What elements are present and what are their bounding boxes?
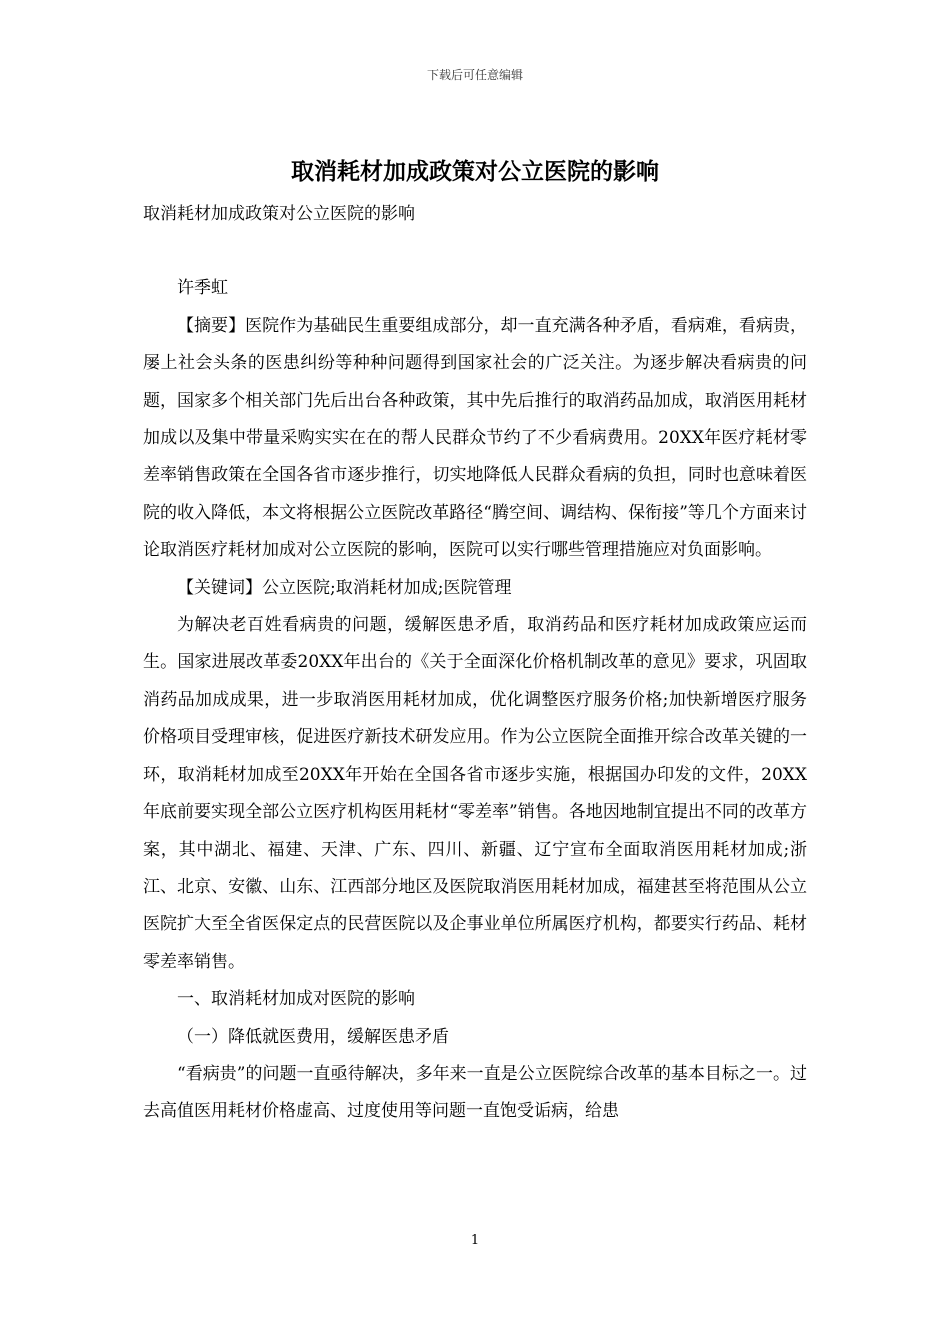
page-title: 取消耗材加成政策对公立医院的影响 <box>291 158 659 185</box>
subsection-heading: （一）降低就医费用，缓解医患矛盾 <box>177 1026 449 1047</box>
header-note: 下载后可任意编辑 <box>426 68 523 82</box>
author-name: 许季虹 <box>177 278 228 299</box>
document-body <box>143 196 807 1131</box>
section-heading: 一、取消耗材加成对医院的影响 <box>177 989 415 1010</box>
abstract-paragraph: 【摘要】医院作为基础民生重要组成部分，却一直充满各种矛盾，看病难，看病贵，屡上社会头条的医患纠纷等种种问题得到国家社会的广泛关注。为逐步解决看病贵的问题，国家多个相关部门先后出台各种政策，其中先后推行的取消药品加成，取消医用耗材加成以及集中带量采购实实在在的帮人民群众节约了不少看病费用。20XX年医疗耗材零差率销售政策在全国各省市逐步推行，切实地降低人民群众看病的负担，同时也意味着医院的收入降低，本文将根据公立医院改革路径“腾空间、调结构、保衔接”等几个方面来讨论取消医疗耗材加成对公立医院的影响，医院可以实行哪些管理措施应对负面影响。 <box>143 315 807 561</box>
keywords-paragraph: 【关键词】公立医院;取消耗材加成;医院管理 <box>177 577 512 598</box>
document-subtitle: 取消耗材加成政策对公立医院的影响 <box>143 204 415 224</box>
body-paragraph: 为解决老百姓看病贵的问题，缓解医患矛盾，取消药品和医疗耗材加成政策应运而生。国家进展改革委20XX年出台的《关于全面深化价格机制改革的意见》要求，巩固取消药品加成成果，进一步取消医用耗材加成，优化调整医疗服务价格;加快新增医疗服务价格项目受理审核，促进医疗新技术研发应用。作为公立医院全面推开综合改革关键的一环，取消耗材加成至20XX年开始在全国各省市逐步实施，根据国办印发的文件，20XX年底前要实现全部公立医疗机构医用耗材“零差率”销售。各地因地制宜提出不同的改革方案，其中湖北、福建、天津、广东、四川、新疆、辽宁宣布全面取消医用耗材加成;浙江、北京、安徽、山东、江西部分地区及医院取消医用耗材加成，福建甚至将范围从公立医院扩大至全省医保定点的民营医院以及企事业单位所属医疗机构，都要实行药品、耗材零差率销售。 <box>143 615 807 972</box>
blank-line <box>143 233 807 270</box>
page-number: 1 <box>470 1233 480 1248</box>
body-paragraph: “看病贵”的问题一直亟待解决，多年来一直是公立医院综合改革的基本目标之一。过去高值医用耗材价格虚高、过度使用等问题一直饱受诟病，给患 <box>143 1063 807 1122</box>
